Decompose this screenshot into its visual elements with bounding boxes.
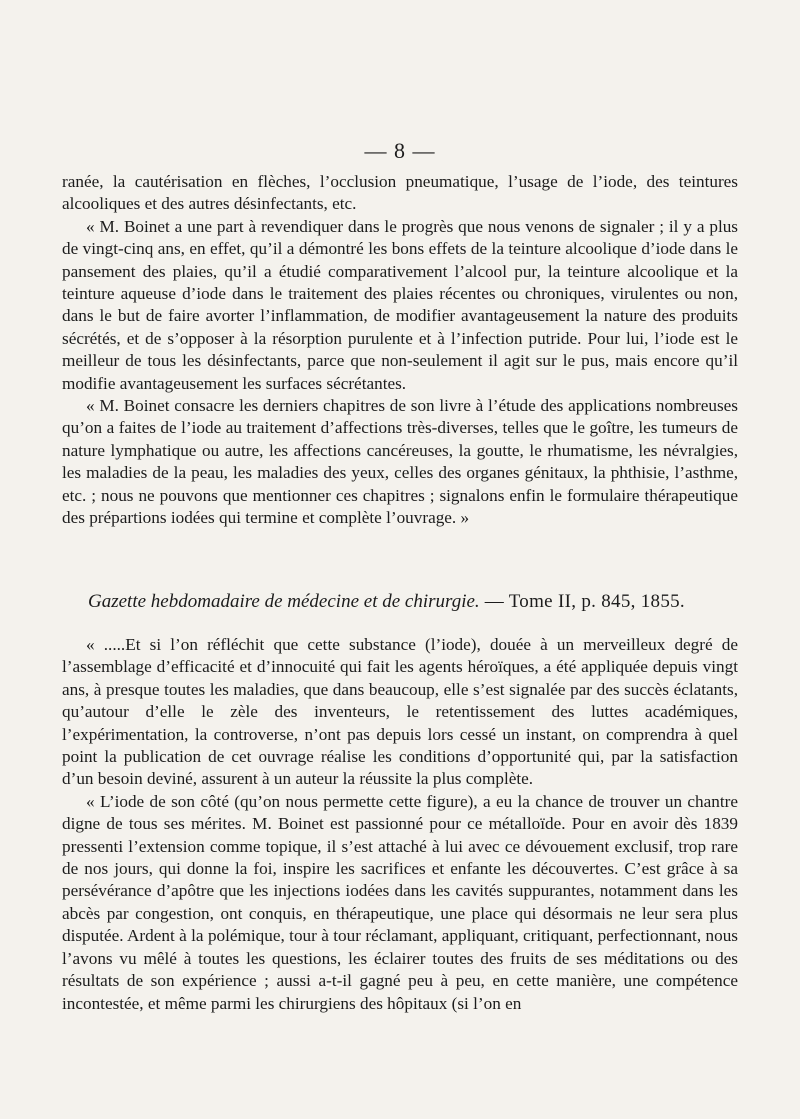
paragraph-continuation: ranée, la cautérisation en flèches, l’occlusion pneumatique, l’usage de l’iode, des teintures alcooliques et des autres désinfectants, etc. xyxy=(62,172,738,214)
paragraph-quote-iode-substance: « .....Et si l’on réfléchit que cette substance (l’iode), douée à un merveilleux degré de l’assemblage d’efficacité et d’innocuité qui fait les agents héroïques, a été appliquée depuis vingt ans, à presque toutes les maladies, que dans beaucoup, elle s’est signalée par des succès éclatants, qu’autour d’elle le zèle des inventeurs, le retentissement des luttes académiques, l’expérimentation, la controverse, n’ont pas depuis lors cessé un instant, on comprendra à quel point la publication de cet ouvrage réalise les conditions d’opportunité qui, par la satisfaction d’un besoin deviné, assurent à un auteur la réussite la plus complète. xyxy=(62,635,738,789)
paragraph-quote-boinet-part: « M. Boinet a une part à revendiquer dans le progrès que nous venons de signaler ; il y a plus de vingt-cinq ans, en effet, qu’il a démontré les bons effets de la teinture alcoolique d’iode dans le pansement des plaies, qu’il a étudié comparativement l’alcool pur, la teinture alcoolique et la teinture aqueuse d’iode dans le traitement des plaies récentes ou chroniques, virulentes ou non, dans le but de faire avorter l’inflammation, de modifier avantageusement la nature des produits sécrétés, et de s’opposer à la résorption purulente et à l’infection putride. Pour lui, l’iode est le meilleur de tous les désinfectants, parce que non-seulement il agit sur le pus, mais encore qu’il modifie avantageusement les surfaces sécrétantes. xyxy=(62,216,738,393)
journal-reference: — Tome II, p. 845, 1855. xyxy=(479,591,685,612)
source-citation xyxy=(88,590,738,614)
text-block-gazette xyxy=(62,634,738,1015)
paragraph-quote-chapters: « M. Boinet consacre les derniers chapitres de son livre à l’étude des applications nombreuses qu’on a faites de l’iode au traitement d’affections très-diverses, telles que le goître, les tumeurs de nature lymphatique ou autre, les affections cancéreuses, la goutte, le rhumatisme, les névralgies, les maladies de la peau, les maladies des yeux, celles des organes génitaux, la phthisie, l’asthme, etc. ; nous ne pouvons que mentionner ces chapitres ; signalons enfin le formulaire thérapeutique des prépartions iodées qui termine et complète l’ouvrage. » xyxy=(62,396,738,528)
text-block-review xyxy=(62,171,738,530)
page-number: — 8 — xyxy=(364,138,436,163)
journal-title: Gazette hebdomadaire de médecine et de chirurgie. xyxy=(88,591,480,612)
paragraph-quote-iode-chantre: « L’iode de son côté (qu’on nous permette cette figure), a eu la chance de trouver un chantre digne de tous ses mérites. M. Boinet est passionné pour ce métalloïde. Pour en avoir dès 1839 pressenti l’extension comme topique, il s’est attaché à lui avec ce dévouement exclusif, trop rare de nos jours, qui donne la foi, inspire les sacrifices et enfante les découvertes. C’est grâce à sa persévérance d’apôtre que les injections iodées dans les cavités suppurantes, notamment dans les abcès par congestion, ont conquis, en thérapeutique, une place qui désormais ne leur sera plus disputée. Ardent à la polémique, tour à tour réclamant, appliquant, critiquant, perfectionnant, nous l’avons vu mêlé à toutes les questions, les éclairer toutes des fruits de ses méditations ou des résultats de son expérience ; aussi a-t-il gagné peu à peu, en cette manière, une compétence incontestée, et même parmi les chirurgiens des hôpitaux (si l’on en xyxy=(62,791,738,1013)
